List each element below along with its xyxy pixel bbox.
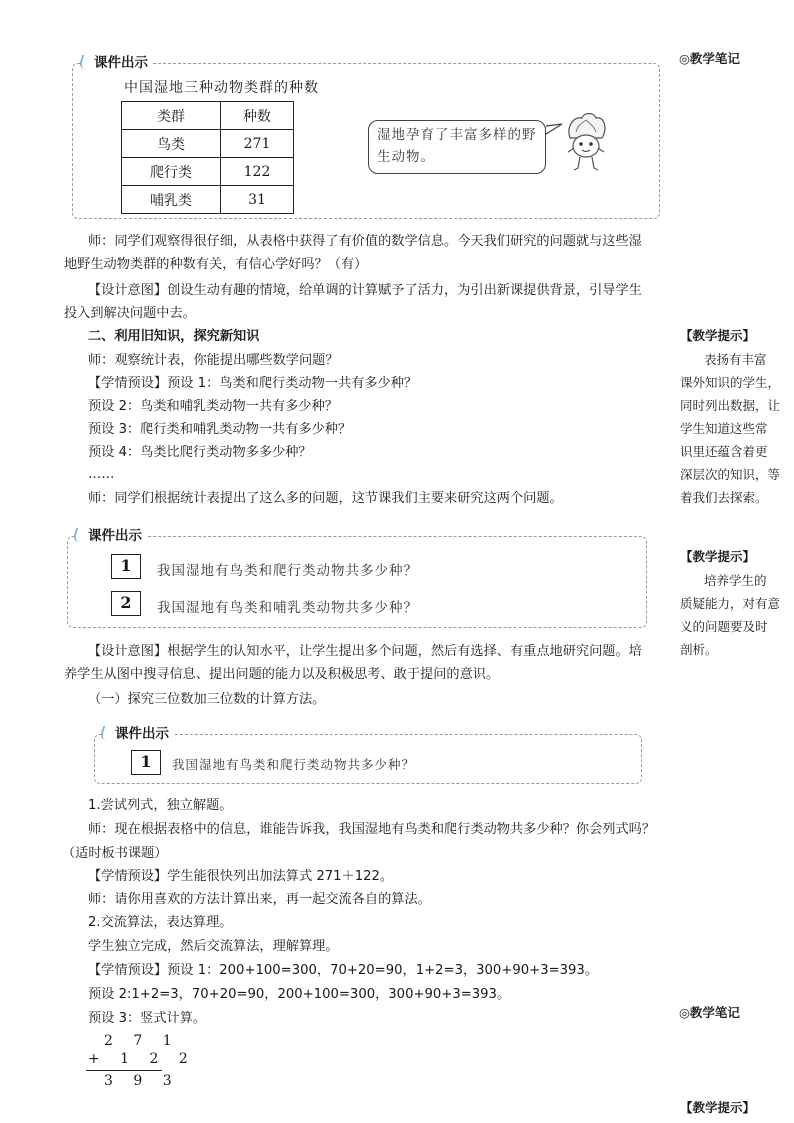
- design-intent: 【设计意图】创设生动有趣的情境，给单调的计算赋予了活力，为引出新课提供背景，引导学生: [88, 283, 642, 298]
- vertical-calc-rule: [86, 1070, 162, 1071]
- text-line: 师：观察统计表，你能提出哪些数学问题？: [88, 353, 339, 368]
- teaching-hint-line: 同时列出数据，让: [680, 398, 781, 413]
- teaching-hint-line: 培养学生的: [704, 573, 767, 588]
- subsection-heading: （一）探究三位数加三位数的计算方法。: [88, 692, 326, 707]
- speech-bubble: 湿地孕育了丰富多样的野生动物。: [368, 120, 546, 174]
- text-line: 师：同学们根据统计表提出了这么多的问题，这节课我们主要来研究这两个问题。: [88, 491, 563, 506]
- teaching-hint-line: 表扬有丰富: [704, 352, 767, 367]
- text-line: 1.尝试列式，独立解题。: [88, 798, 233, 813]
- table-cell: 271: [221, 130, 294, 158]
- text-line: 预设 3：爬行类和哺乳类动物一共有多少种？: [88, 422, 352, 437]
- leaf-icon: [99, 726, 116, 740]
- table-title: 中国湿地三种动物类群的种数: [124, 80, 319, 96]
- leaf-icon: [72, 528, 89, 542]
- vertical-calc-row: + 1 2 2: [88, 1051, 196, 1067]
- teaching-hint-title: 【教学提示】: [680, 1100, 756, 1115]
- teaching-hint-title: 【教学提示】: [680, 328, 756, 343]
- table-row: [122, 158, 294, 186]
- courseware-tag: 课件出示: [74, 528, 146, 544]
- text-line: （适时板书课题）: [62, 846, 168, 861]
- courseware-tag: 课件出示: [80, 55, 152, 71]
- bubble-pointer-icon: [546, 122, 564, 138]
- text-line: 2.交流算法，表达算理。: [88, 915, 233, 930]
- text-line: 预设 3：竖式计算。: [88, 1011, 207, 1026]
- text-line: 学生独立完成，然后交流算法，理解算理。: [88, 939, 339, 954]
- teaching-hint-line: 课外知识的学生，: [680, 375, 781, 390]
- courseware-tag: 课件出示: [101, 726, 173, 742]
- teaching-hint-line: 着我们去探索。: [680, 490, 768, 505]
- text-line: 预设 4：鸟类比爬行类动物多多少种？: [88, 445, 312, 460]
- question-number: 1: [131, 750, 161, 775]
- teaching-hint-line: 学生知道这些常: [680, 421, 768, 436]
- table-header-cell: 类群: [122, 102, 221, 130]
- teaching-hint-line: 质疑能力，对有意: [680, 596, 781, 611]
- teaching-hint-line: 剖析。: [680, 642, 718, 657]
- vertical-calc-row: 2 7 1: [104, 1033, 180, 1049]
- text-line: 预设 2：鸟类和哺乳类动物一共有多少种？: [88, 399, 338, 414]
- question-number: 1: [111, 554, 141, 579]
- section-heading: 二、利用旧知识，探究新知识: [88, 329, 260, 344]
- question-text: 我国湿地有鸟类和爬行类动物共多少种？: [172, 757, 416, 772]
- table-row: [122, 186, 294, 214]
- text-line: 预设 2:1+2=3，70+20=90，200+100=300，300+90+3=393。: [88, 987, 511, 1002]
- table-cell: 哺乳类: [122, 186, 221, 214]
- table-cell: 爬行类: [122, 158, 221, 186]
- text-line: 【学情预设】预设 1：200+100=300，70+20=90，1+2=3，300+90+3=393。: [88, 963, 599, 978]
- table-header-cell: 种数: [221, 102, 294, 130]
- text-line: 【学情预设】学生能很快列出加法算式 271＋122。: [88, 869, 394, 884]
- leaf-icon: [78, 55, 95, 69]
- question-text: 我国湿地有鸟类和爬行类动物共多少种？: [157, 563, 418, 579]
- teaching-hint-title: 【教学提示】: [680, 549, 756, 564]
- vertical-calc-result: 3 9 3: [104, 1073, 180, 1089]
- teaching-notes-label: ◎教学笔记: [679, 51, 740, 66]
- teaching-hint-line: 义的问题要及时: [680, 619, 768, 634]
- text-line: 师：现在根据表格中的信息，谁能告诉我，我国湿地有鸟类和爬行类动物共多少种？你会列式吗？: [88, 822, 656, 837]
- design-intent: 养学生从图中搜寻信息、提出问题的能力以及积极思考、敢于提问的意识。: [64, 667, 500, 682]
- cabbage-mascot-icon: [564, 112, 608, 174]
- text-line: ……: [88, 467, 115, 482]
- species-table: [121, 101, 294, 214]
- text-line: 【学情预设】预设 1：鸟类和爬行类动物一共有多少种？: [88, 376, 418, 391]
- teacher-line: 地野生动物类群的种数有关，有信心学好吗？（有）: [64, 257, 368, 272]
- table-row: [122, 130, 294, 158]
- teaching-hint-line: 识里还蕴含着更: [680, 444, 768, 459]
- table-header-row: [122, 102, 294, 130]
- design-intent: 投入到解决问题中去。: [64, 306, 196, 321]
- teacher-line: 师：同学们观察得很仔细，从表格中获得了有价值的数学信息。今天我们研究的问题就与这些湿: [88, 234, 642, 249]
- teaching-hint-line: 深层次的知识，等: [680, 467, 781, 482]
- table-cell: 31: [221, 186, 294, 214]
- text-line: 师：请你用喜欢的方法计算出来，再一起交流各自的算法。: [88, 892, 431, 907]
- question-text: 我国湿地有鸟类和哺乳类动物共多少种？: [157, 600, 418, 616]
- design-intent: 【设计意图】根据学生的认知水平，让学生提出多个问题，然后有选择、有重点地研究问题。培: [88, 644, 642, 659]
- table-cell: 鸟类: [122, 130, 221, 158]
- teaching-notes-label: ◎教学笔记: [679, 1005, 740, 1020]
- table-cell: 122: [221, 158, 294, 186]
- question-number: 2: [111, 591, 141, 616]
